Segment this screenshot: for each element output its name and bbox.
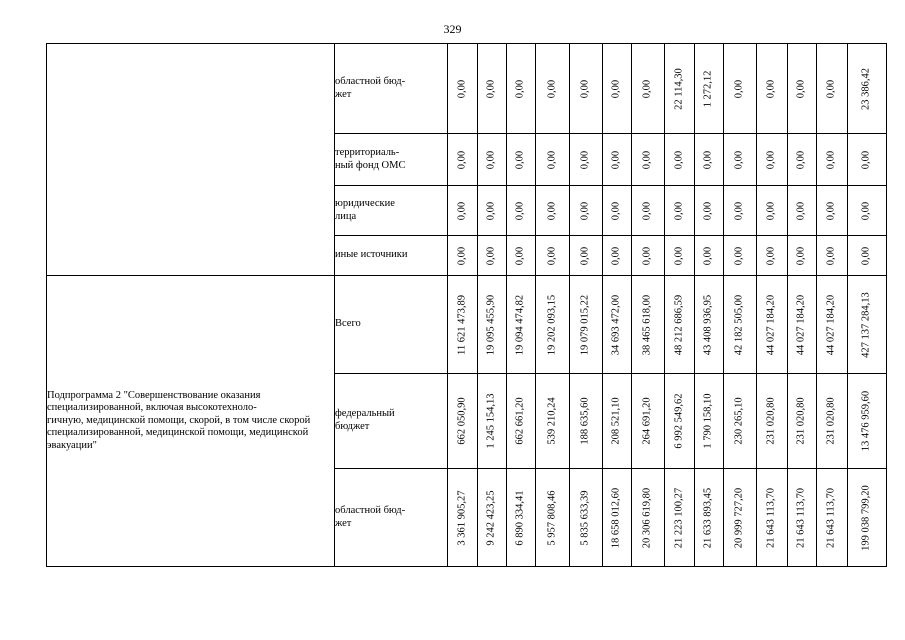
value-text: 0,00	[860, 150, 872, 169]
value-text: 0,00	[610, 246, 622, 265]
value-text: 0,00	[485, 201, 497, 220]
value-text: 0,00	[733, 79, 745, 98]
value-text: 231 020,80	[765, 397, 777, 445]
value-cell	[724, 44, 757, 134]
value-cell	[724, 186, 757, 236]
value-cell	[665, 134, 695, 186]
value-text: 44 027 184,20	[765, 294, 777, 355]
funding-source-cell: федеральный бюджет	[335, 374, 448, 469]
value-cell	[570, 186, 603, 236]
value-text: 0,00	[546, 79, 558, 98]
value-cell	[507, 134, 536, 186]
value-text: 0,00	[825, 150, 837, 169]
value-text: 0,00	[860, 201, 872, 220]
value-cell	[603, 374, 632, 469]
value-text: 22 114,30	[673, 67, 685, 110]
value-text: 199 038 799,20	[860, 484, 872, 551]
value-cell	[603, 236, 632, 276]
value-cell	[570, 469, 603, 567]
value-cell	[788, 134, 817, 186]
value-text: 0,00	[733, 201, 745, 220]
value-text: 0,00	[485, 79, 497, 98]
funding-source-cell: областной бюд- жет	[335, 44, 448, 134]
value-cell	[757, 236, 788, 276]
funding-source-cell: иные источники	[335, 236, 448, 276]
value-cell	[665, 186, 695, 236]
value-cell	[570, 276, 603, 374]
value-cell	[632, 236, 665, 276]
value-text: 0,00	[702, 201, 714, 220]
value-text: 9 242 423,25	[485, 489, 497, 546]
value-cell	[507, 44, 536, 134]
value-text: 34 693 472,00	[610, 294, 622, 355]
value-cell	[817, 186, 848, 236]
value-cell	[817, 276, 848, 374]
value-text: 0,00	[673, 150, 685, 169]
value-cell	[757, 134, 788, 186]
value-cell	[448, 44, 478, 134]
value-cell	[724, 276, 757, 374]
value-cell	[536, 186, 570, 236]
value-cell	[695, 134, 724, 186]
value-cell	[817, 44, 848, 134]
value-text: 5 835 633,39	[579, 489, 591, 546]
value-cell	[848, 44, 887, 134]
funding-source-cell: областной бюд- жет	[335, 469, 448, 567]
value-text: 0,00	[795, 150, 807, 169]
value-text: 42 182 505,00	[733, 294, 745, 355]
value-text: 11 621 473,89	[456, 294, 468, 355]
value-text: 0,00	[546, 201, 558, 220]
value-text: 0,00	[579, 79, 591, 98]
value-text: 5 957 808,46	[546, 489, 558, 546]
value-text: 0,00	[733, 246, 745, 265]
value-cell	[478, 186, 507, 236]
value-cell	[788, 469, 817, 567]
value-text: 0,00	[514, 150, 526, 169]
value-text: 0,00	[825, 79, 837, 98]
value-cell	[478, 44, 507, 134]
value-text: 44 027 184,20	[825, 294, 837, 355]
value-text: 21 643 113,70	[795, 487, 807, 548]
value-cell	[603, 186, 632, 236]
value-cell	[632, 469, 665, 567]
value-cell	[536, 276, 570, 374]
value-cell	[817, 469, 848, 567]
value-cell	[665, 469, 695, 567]
value-text: 0,00	[702, 246, 714, 265]
value-text: 0,00	[673, 246, 685, 265]
value-text: 0,00	[860, 246, 872, 265]
value-text: 662 661,20	[514, 397, 526, 445]
value-text: 0,00	[456, 246, 468, 265]
value-cell	[848, 469, 887, 567]
value-text: 231 020,80	[825, 397, 837, 445]
value-text: 0,00	[641, 150, 653, 169]
value-text: 0,00	[765, 201, 777, 220]
value-cell	[665, 276, 695, 374]
value-cell	[570, 236, 603, 276]
value-text: 0,00	[641, 79, 653, 98]
value-text: 43 408 936,95	[702, 294, 714, 355]
value-text: 1 245 154,13	[485, 393, 497, 449]
budget-table-body	[47, 44, 887, 567]
value-cell	[695, 374, 724, 469]
value-text: 0,00	[514, 246, 526, 265]
value-cell	[788, 186, 817, 236]
value-text: 6 992 549,62	[673, 393, 685, 449]
value-cell	[632, 134, 665, 186]
value-cell	[448, 469, 478, 567]
value-text: 1 272,12	[702, 70, 714, 107]
value-cell	[848, 186, 887, 236]
value-cell	[632, 374, 665, 469]
value-cell	[665, 374, 695, 469]
value-text: 19 095 455,90	[485, 294, 497, 355]
value-text: 38 465 618,00	[641, 294, 653, 355]
value-text: 0,00	[579, 150, 591, 169]
value-text: 188 635,60	[579, 397, 591, 445]
value-text: 0,00	[546, 246, 558, 265]
value-text: 21 643 113,70	[765, 487, 777, 548]
value-cell	[817, 134, 848, 186]
value-cell	[757, 374, 788, 469]
value-cell	[570, 44, 603, 134]
program-cell-empty	[47, 44, 335, 276]
value-cell	[665, 236, 695, 276]
value-cell	[695, 236, 724, 276]
value-text: 0,00	[579, 201, 591, 220]
value-text: 0,00	[485, 246, 497, 265]
funding-source-cell: юридические лица	[335, 186, 448, 236]
table-row	[47, 44, 887, 134]
value-cell	[848, 276, 887, 374]
value-text: 6 890 334,41	[514, 489, 526, 546]
value-text: 0,00	[765, 79, 777, 98]
value-cell	[536, 236, 570, 276]
value-cell	[570, 374, 603, 469]
value-text: 0,00	[825, 246, 837, 265]
budget-table	[46, 43, 887, 567]
value-cell	[448, 276, 478, 374]
value-text: 0,00	[765, 246, 777, 265]
funding-source-cell: территориаль- ный фонд ОМС	[335, 134, 448, 186]
value-text: 0,00	[641, 246, 653, 265]
value-cell	[848, 374, 887, 469]
page-number: 329	[443, 22, 462, 36]
value-text: 264 691,20	[641, 397, 653, 445]
value-text: 0,00	[702, 150, 714, 169]
value-cell	[507, 469, 536, 567]
value-cell	[724, 134, 757, 186]
value-text: 19 094 474,82	[514, 294, 526, 355]
value-cell	[724, 236, 757, 276]
value-text: 0,00	[514, 79, 526, 98]
value-cell	[788, 276, 817, 374]
value-cell	[695, 186, 724, 236]
value-text: 0,00	[456, 150, 468, 169]
value-cell	[448, 186, 478, 236]
value-text: 0,00	[579, 246, 591, 265]
value-text: 0,00	[825, 201, 837, 220]
value-cell	[603, 44, 632, 134]
value-cell	[448, 236, 478, 276]
value-cell	[695, 44, 724, 134]
value-cell	[632, 44, 665, 134]
value-text: 21 223 100,27	[673, 487, 685, 548]
program-name-cell: Подпрограмма 2 "Совершенствование оказания специализированной, включая высокотехноло- гичную, медицинской помощи, скорой, в том числе скорой специализированной, медицинской помощи, медицинской эвакуации"	[47, 276, 335, 567]
value-text: 0,00	[456, 201, 468, 220]
value-text: 13 476 959,60	[860, 390, 872, 452]
value-cell	[507, 276, 536, 374]
table-row	[47, 276, 887, 374]
value-text: 0,00	[485, 150, 497, 169]
value-cell	[757, 276, 788, 374]
value-text: 662 050,90	[456, 397, 468, 445]
value-text: 0,00	[610, 201, 622, 220]
value-cell	[536, 469, 570, 567]
value-cell	[603, 134, 632, 186]
value-text: 21 643 113,70	[825, 487, 837, 548]
value-text: 21 633 893,45	[702, 487, 714, 548]
value-cell	[507, 186, 536, 236]
value-text: 231 020,80	[795, 397, 807, 445]
value-cell	[724, 374, 757, 469]
value-text: 0,00	[546, 150, 558, 169]
value-cell	[478, 276, 507, 374]
value-text: 44 027 184,20	[795, 294, 807, 355]
value-cell	[817, 236, 848, 276]
value-text: 23 386,42	[860, 67, 872, 110]
value-cell	[478, 374, 507, 469]
value-text: 0,00	[514, 201, 526, 220]
value-text: 0,00	[641, 201, 653, 220]
value-cell	[507, 374, 536, 469]
value-text: 0,00	[456, 79, 468, 98]
value-cell	[848, 236, 887, 276]
value-text: 0,00	[765, 150, 777, 169]
value-cell	[757, 186, 788, 236]
value-cell	[665, 44, 695, 134]
value-text: 20 306 619,80	[641, 487, 653, 548]
value-cell	[695, 276, 724, 374]
value-cell	[478, 469, 507, 567]
value-cell	[536, 134, 570, 186]
value-text: 1 790 158,10	[702, 393, 714, 449]
value-text: 18 658 012,60	[610, 487, 622, 548]
value-cell	[603, 469, 632, 567]
value-text: 539 210,24	[546, 397, 558, 445]
value-cell	[448, 134, 478, 186]
value-cell	[536, 374, 570, 469]
value-text: 0,00	[795, 201, 807, 220]
value-text: 230 265,10	[733, 397, 745, 445]
value-cell	[817, 374, 848, 469]
value-cell	[632, 276, 665, 374]
value-text: 0,00	[733, 150, 745, 169]
value-cell	[536, 44, 570, 134]
value-cell	[757, 469, 788, 567]
value-cell	[788, 374, 817, 469]
value-text: 208 521,10	[610, 397, 622, 445]
value-text: 427 137 284,13	[860, 291, 872, 358]
value-cell	[478, 236, 507, 276]
value-text: 19 202 093,15	[546, 294, 558, 355]
value-text: 48 212 686,59	[673, 294, 685, 355]
value-cell	[632, 186, 665, 236]
value-text: 0,00	[610, 150, 622, 169]
value-cell	[724, 469, 757, 567]
value-cell	[603, 276, 632, 374]
value-text: 20 999 727,20	[733, 487, 745, 548]
value-cell	[757, 44, 788, 134]
value-cell	[570, 134, 603, 186]
value-text: 19 079 015,22	[579, 294, 591, 355]
value-text: 3 361 905,27	[456, 489, 468, 546]
value-cell	[448, 374, 478, 469]
value-cell	[788, 44, 817, 134]
value-cell	[507, 236, 536, 276]
value-cell	[695, 469, 724, 567]
value-text: 0,00	[610, 79, 622, 98]
value-text: 0,00	[795, 79, 807, 98]
value-text: 0,00	[673, 201, 685, 220]
value-cell	[788, 236, 817, 276]
value-cell	[478, 134, 507, 186]
funding-source-cell: Всего	[335, 276, 448, 374]
value-cell	[848, 134, 887, 186]
value-text: 0,00	[795, 246, 807, 265]
